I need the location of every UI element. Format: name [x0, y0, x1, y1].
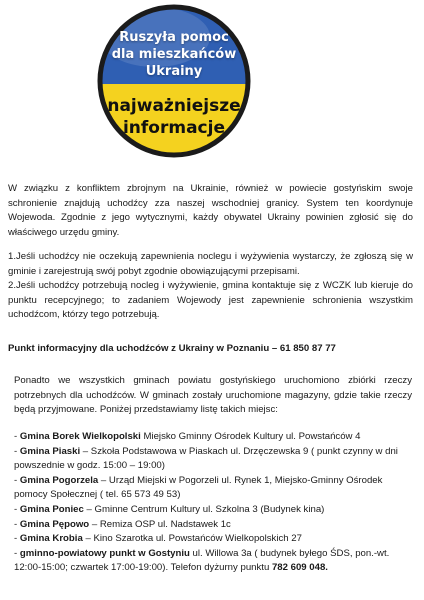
point-1-paragraph: 1.Jeśli uchodźcy nie oczekują zapewnienia noclegu i wyżywienia wystarczy, że zgłoszą się w gminie i zarejestrują swój pobyt zgodnie obowiązującymi przepisami. [8, 251, 413, 277]
location-name: gminno-powiatowy punkt w Gostyniu [19, 547, 190, 559]
badge-info-line-2: informacje [122, 118, 225, 138]
list-item: - Gmina Pępowo – Remiza OSP ul. Nadstawek 1c [14, 518, 231, 530]
location-details: Miejsko Gminny Ośrodek Kultury ul. Powstańców 4 [140, 431, 361, 442]
info-point-heading: Punkt informacyjny dla uchodźców z Ukrainy w Poznaniu – 61 850 87 77 [8, 343, 336, 354]
intro-paragraph: W związku z konfliktem zbrojnym na Ukrainie, również w powiecie gostyńskim swoje schronienie znajdują uchodźcy zza naszej wschodniej granicy. System ten koordynuje Wojewoda. Zgodnie z jego wytycznymi, każdy obywatel Ukrainy powinien zgłosić się do właściwego urzędu gminy. [8, 183, 413, 238]
badge-title-line-2: dla mieszkańców [111, 47, 237, 62]
badge-title-line-3: Ukrainy [145, 64, 203, 79]
phone-number: 782 609 048. [271, 562, 328, 574]
location-name: Gmina Borek Wielkopolski [19, 431, 141, 442]
badge-title-line-1: Ruszyła pomoc [119, 30, 229, 45]
location-details: ul. Willowa 3a ( budynek byłego ŚDS, pon.-wt. 12:00-15:00; czwartek 17:00-19:00). Telefon dyżurny punktu [14, 547, 390, 574]
list-item: - Gmina Krobia – Kino Szarotka ul. Powstańców Wielkopolskich 27 [14, 533, 302, 545]
location-name: Gmina Pogorzela [19, 474, 99, 486]
gathering-paragraph: Ponadto we wszystkich gminach powiatu gostyńskiego uruchomiono zbiórki rzeczy potrzebnych dla uchodźców. W gminach zostały uruchomione magazyny, gdzie takie rzeczy będą przyjmowane. Poniżej przedstawiamy listę takich miejsc: [14, 375, 412, 416]
location-name: Gmina Poniec [19, 503, 84, 515]
list-item: - Gmina Poniec – Gminne Centrum Kultury ul. Szkolna 3 (Budynek kina) [14, 503, 325, 515]
location-details: – Gminne Centrum Kultury ul. Szkolna 3 (Budynek kina) [83, 503, 325, 515]
location-details: – Remiza OSP ul. Nadstawek 1c [89, 518, 231, 530]
point-2-paragraph: 2.Jeśli uchodźcy potrzebują nocleg i wyżywienie, gmina kontaktuje się z WCZK lub kieruje do punktu recepcyjnego; to zadaniem Wojewody jest zapewnienie schronienia wszystkim uchodźcom, którzy tego potrzebują. [8, 280, 413, 321]
list-item: - Gmina Piaski – Szkoła Podstawowa w Piaskach ul. Drzęczewska 9 ( punkt czynny w dni powszednie w godz. 15:00 – 19:00) [14, 445, 398, 472]
location-details: – Kino Szarotka ul. Powstańców Wielkopolskich 27 [82, 533, 302, 545]
location-details: – Szkoła Podstawowa w Piaskach ul. Drzęczewska 9 ( punkt czynny w dni powszednie w godz. 15:00 – 19:00) [14, 445, 398, 472]
location-name: Gmina Pępowo [19, 518, 90, 530]
location-name: Gmina Krobia [19, 533, 83, 545]
location-details: – Urząd Miejski w Pogorzeli ul. Rynek 1, Miejsko-Gminny Ośrodek pomocy Społecznej ( tel. 65 573 49 53) [14, 474, 383, 501]
list-item: - Gmina Borek Wielkopolski Miejsko Gminny Ośrodek Kultury ul. Powstańców 4 [14, 431, 361, 442]
badge-info-line-1: najważniejsze [107, 96, 241, 116]
help-badge [95, 2, 253, 160]
list-item: - gminno-powiatowy punkt w Gostyniu ul. Willowa 3a ( budynek byłego ŚDS, pon.-wt. 12:00-15:00; czwartek 17:00-19:00). Telefon dyżurny punktu 782 609 048. [14, 547, 390, 574]
location-name: Gmina Piaski [19, 445, 81, 457]
locations-list [14, 430, 414, 576]
list-item: - Gmina Pogorzela – Urząd Miejski w Pogorzeli ul. Rynek 1, Miejsko-Gminny Ośrodek pomocy Społecznej ( tel. 65 573 49 53) [14, 474, 383, 501]
